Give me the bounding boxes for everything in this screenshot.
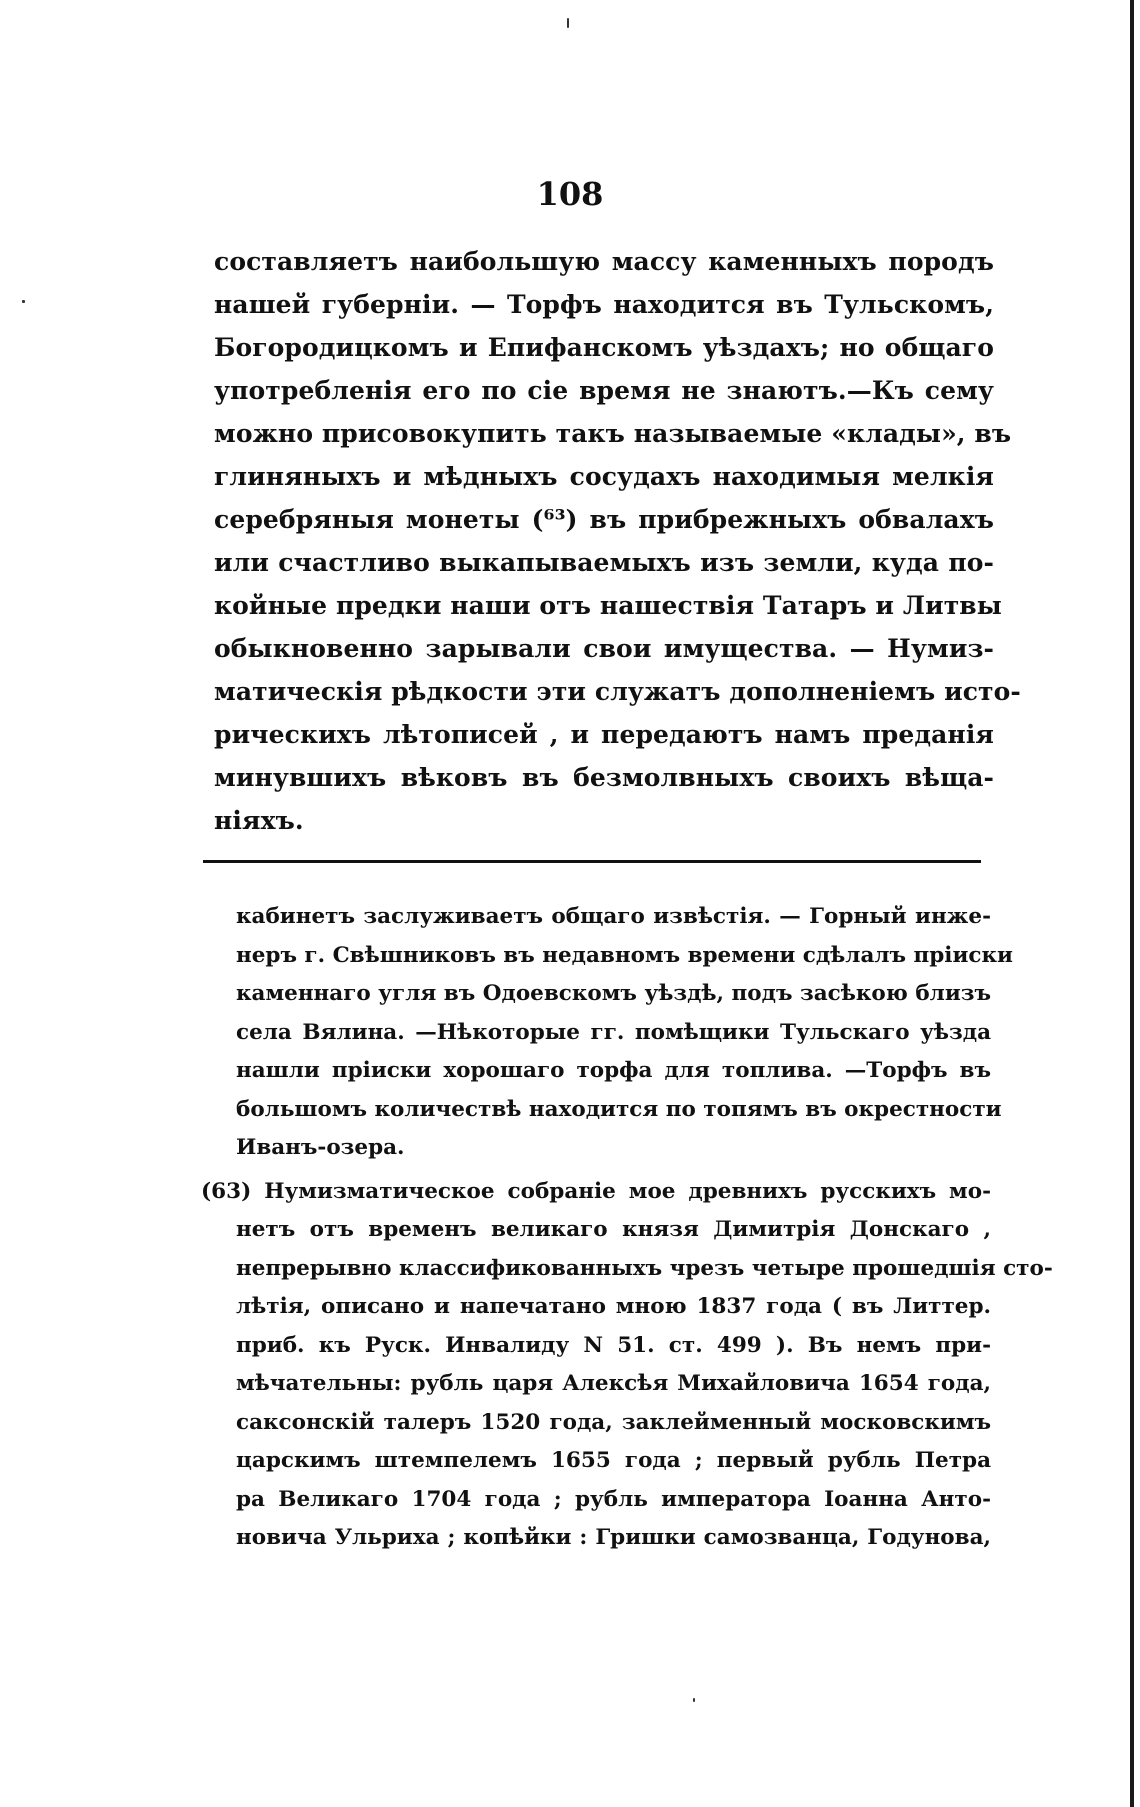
- text-line: ніяхъ.: [214, 806, 304, 835]
- text-line: обыкновенно зарывали свои имущества. — Нумиз-: [214, 634, 994, 663]
- continued-footnote: [236, 898, 1013, 1168]
- text-line: Богородицкомъ и Епифанскомъ уѣздахъ; но общаго: [214, 333, 994, 362]
- text-line: глиняныхъ и мѣдныхъ сосудахъ находимыя мелкія: [214, 462, 994, 491]
- footnote-line: мѣчательны: рубль царя Алексѣя Михайловича 1654 года,: [236, 1371, 991, 1396]
- text-line: или счастливо выкапываемыхъ изъ земли, куда по-: [214, 548, 994, 577]
- scan-speck: [693, 1698, 695, 1702]
- text-line: матическія рѣдкости эти служатъ дополненіемъ исто-: [214, 677, 1021, 706]
- footnote-63: [201, 1173, 1053, 1558]
- footnote-line: непрерывно классификованныхъ чрезъ четыре прошедшія сто-: [236, 1255, 1053, 1281]
- footnote-line: Иванъ-озера.: [236, 1135, 405, 1160]
- footnote-line: села Вялина. —Нѣкоторые гг. помѣщики Тульскаго уѣзда: [236, 1019, 991, 1045]
- footnotes: [201, 898, 1053, 1563]
- footnote-line: большомъ количествѣ находится по топямъ въ окрестности: [236, 1096, 1002, 1122]
- footnote-line: (63) Нумизматическое собраніе мое древнихъ русскихъ мо-: [201, 1178, 991, 1204]
- footnote-line: ра Великаго 1704 года ; рубль императора Іоанна Анто-: [236, 1486, 991, 1512]
- text-line: койные предки наши отъ нашествія Татаръ и Литвы: [214, 591, 1002, 620]
- scan-edge-shadow: [1130, 0, 1134, 1807]
- footnote-line: каменнаго угля въ Одоевскомъ уѣздѣ, подъ засѣкою близъ: [236, 981, 991, 1006]
- footnote-line: нетъ отъ временъ великаго князя Димитрія Донскаго ,: [236, 1217, 991, 1242]
- text-line: минувшихъ вѣковъ въ безмолвныхъ своихъ вѣща-: [214, 763, 994, 792]
- text-line: серебряныя монеты (⁶³) въ прибрежныхъ обвалахъ: [214, 505, 994, 534]
- scan-speck: [22, 300, 25, 303]
- footnote-separator-rule: [203, 860, 981, 863]
- text-line: можно присовокупить такъ называемые «клады», въ: [214, 419, 1012, 448]
- text-line: нашей губерніи. — Торфъ находится въ Тульскомъ,: [214, 290, 994, 319]
- page-number: 108: [536, 175, 604, 213]
- footnote-line: новича Ульриха ; копѣйки : Гришки самозванца, Годунова,: [236, 1525, 991, 1550]
- footnote-line: неръ г. Свѣшниковъ въ недавномъ времени сдѣлалъ пріиски: [236, 942, 1013, 968]
- main-body-text: [214, 240, 1021, 842]
- footnote-line: саксонскій талеръ 1520 года, заклейменный московскимъ: [236, 1409, 991, 1435]
- footnote-line: лѣтія, описано и напечатано мною 1837 года ( въ Литтер.: [236, 1294, 991, 1319]
- footnote-line: кабинетъ заслуживаетъ общаго извѣстія. — Горный инже-: [236, 904, 991, 929]
- scan-speck: [567, 18, 569, 28]
- text-line: употребленія его по сіе время не знаютъ.—Къ сему: [214, 376, 994, 405]
- footnote-line: царскимъ штемпелемъ 1655 года ; первый рубль Петра: [236, 1448, 991, 1473]
- footnote-line: приб. къ Руск. Инвалиду N 51. ст. 499 ). Въ немъ при-: [236, 1332, 991, 1358]
- footnote-line: нашли пріиски хорошаго торфа для топлива. —Торфъ въ: [236, 1058, 991, 1083]
- text-line: рическихъ лѣтописей , и передаютъ намъ преданія: [214, 720, 994, 749]
- text-line: составляетъ наибольшую массу каменныхъ породъ: [214, 247, 994, 276]
